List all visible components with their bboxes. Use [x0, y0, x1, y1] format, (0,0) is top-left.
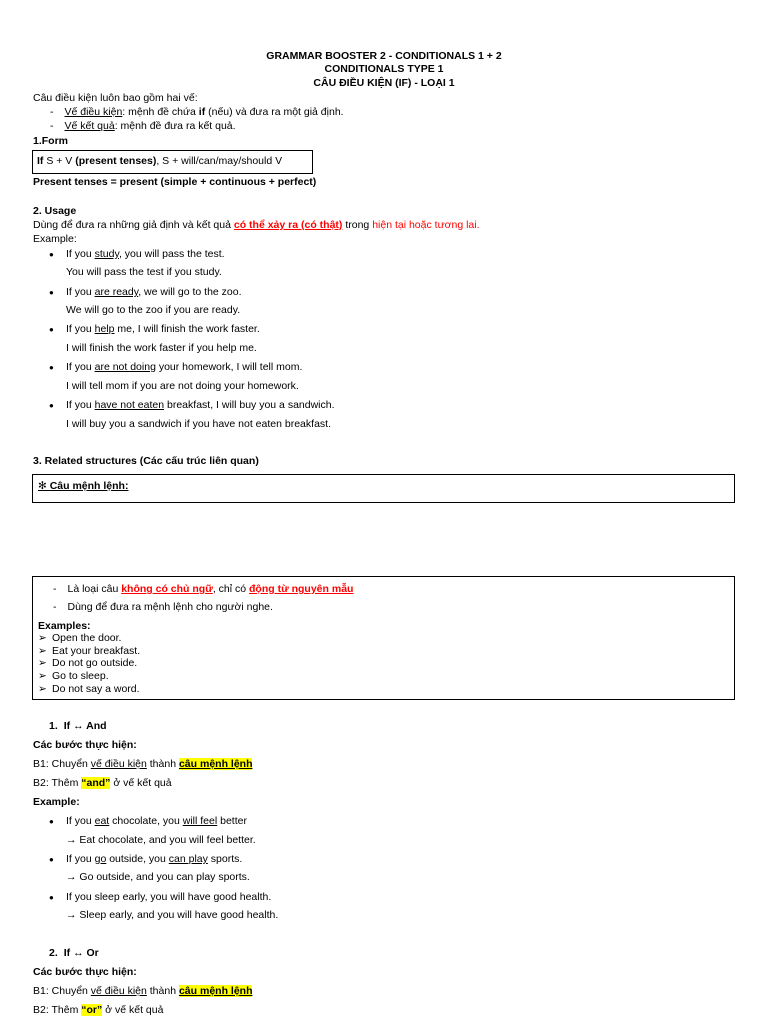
usage-example-3: ● If you help me, I will finish the work faster. — [66, 323, 260, 336]
if-and-example-2: ● If you go outside, you can play sports. — [66, 853, 242, 866]
if-and-example-1: ● If you eat chocolate, you will feel better — [66, 815, 247, 828]
imperative-examples-label: Examples: — [38, 620, 91, 632]
form-heading: 1.Form — [33, 135, 69, 147]
usage-example-4-alt: I will tell mom if you are not doing your homework. — [66, 380, 299, 392]
intro-item-1: - Vế điều kiện: mệnh đề chứa if (nếu) và đưa ra một giả định. — [50, 106, 344, 118]
title-line-3: CÂU ĐIỀU KIỆN (IF) - LOẠI 1 — [313, 77, 455, 89]
if-and-example-3: ● If you sleep early, you will have good health. — [66, 891, 271, 904]
intro-item-2: - Vế kết quả: mệnh đề đưa ra kết quả. — [50, 120, 236, 132]
if-and-heading: 1. If ↔ And — [49, 720, 107, 732]
usage-example-2-alt: We will go to the zoo if you are ready. — [66, 304, 241, 316]
title-line-1: GRAMMAR BOOSTER 2 - CONDITIONALS 1 + 2 — [266, 50, 502, 62]
imperative-example-1: ➢ Open the door. — [38, 632, 122, 644]
imperative-title-box — [32, 474, 735, 503]
usage-example-5-alt: I will buy you a sandwich if you have not eaten breakfast. — [66, 418, 331, 430]
imperative-example-3: ➢ Do not go outside. — [38, 657, 138, 669]
usage-example-2: ● If you are ready, we will go to the zoo. — [66, 286, 242, 299]
imperative-example-5: ➢ Do not say a word. — [38, 683, 140, 695]
related-heading: 3. Related structures (Các cấu trúc liên quan) — [33, 455, 259, 467]
intro-text: Câu điều kiện luôn bao gồm hai vế: — [33, 92, 198, 104]
usage-heading: 2. Usage — [33, 205, 77, 217]
if-or-step-2: B2: Thêm “or” ở vế kết quả — [33, 1004, 164, 1016]
present-tenses-note: Present tenses = present (simple + continuous + perfect) — [33, 176, 317, 188]
if-and-step-2: B2: Thêm “and” ở vế kết quả — [33, 777, 172, 789]
if-and-example-1-result: → Eat chocolate, and you will feel better. — [66, 834, 256, 846]
if-and-example-label: Example: — [33, 796, 80, 808]
imperative-title: ✻ Câu mệnh lệnh: — [38, 480, 129, 492]
usage-example-5: ● If you have not eaten breakfast, I will buy you a sandwich. — [66, 399, 335, 412]
usage-example-1: ● If you study, you will pass the test. — [66, 248, 225, 261]
usage-example-3-alt: I will finish the work faster if you help me. — [66, 342, 257, 354]
imperative-example-2: ➢ Eat your breakfast. — [38, 645, 141, 657]
imperative-rule-2: - Dùng để đưa ra mệnh lệnh cho người nghe. — [53, 601, 273, 613]
usage-example-4: ● If you are not doing your homework, I will tell mom. — [66, 361, 302, 374]
imperative-rule-1: - Là loại câu không có chủ ngữ, chỉ có động từ nguyên mẫu — [53, 583, 354, 595]
if-and-example-3-result: → Sleep early, and you will have good health. — [66, 909, 279, 921]
usage-example-label: Example: — [33, 233, 77, 245]
imperative-example-4: ➢ Go to sleep. — [38, 670, 109, 682]
if-or-steps-label: Các bước thực hiện: — [33, 966, 137, 978]
usage-example-1-alt: You will pass the test if you study. — [66, 266, 222, 278]
if-or-heading: 2. If ↔ Or — [49, 947, 99, 959]
intro-item2-term: Vế kết quả — [64, 120, 115, 132]
title-line-2: CONDITIONALS TYPE 1 — [324, 63, 444, 75]
usage-text: Dùng để đưa ra những giả định và kết quả có thể xảy ra (có thật) trong hiện tại hoặc tương lai. — [33, 219, 480, 231]
if-and-example-2-result: → Go outside, and you can play sports. — [66, 871, 250, 883]
if-and-steps-label: Các bước thực hiện: — [33, 739, 137, 751]
if-and-step-1: B1: Chuyển vế điều kiện thành câu mệnh lệnh — [33, 758, 253, 770]
form-formula: If S + V (present tenses), S + will/can/may/should V — [37, 155, 283, 167]
if-or-step-1: B1: Chuyển vế điều kiện thành câu mệnh lệnh — [33, 985, 253, 997]
intro-item1-term: Vế điều kiện — [64, 106, 123, 118]
